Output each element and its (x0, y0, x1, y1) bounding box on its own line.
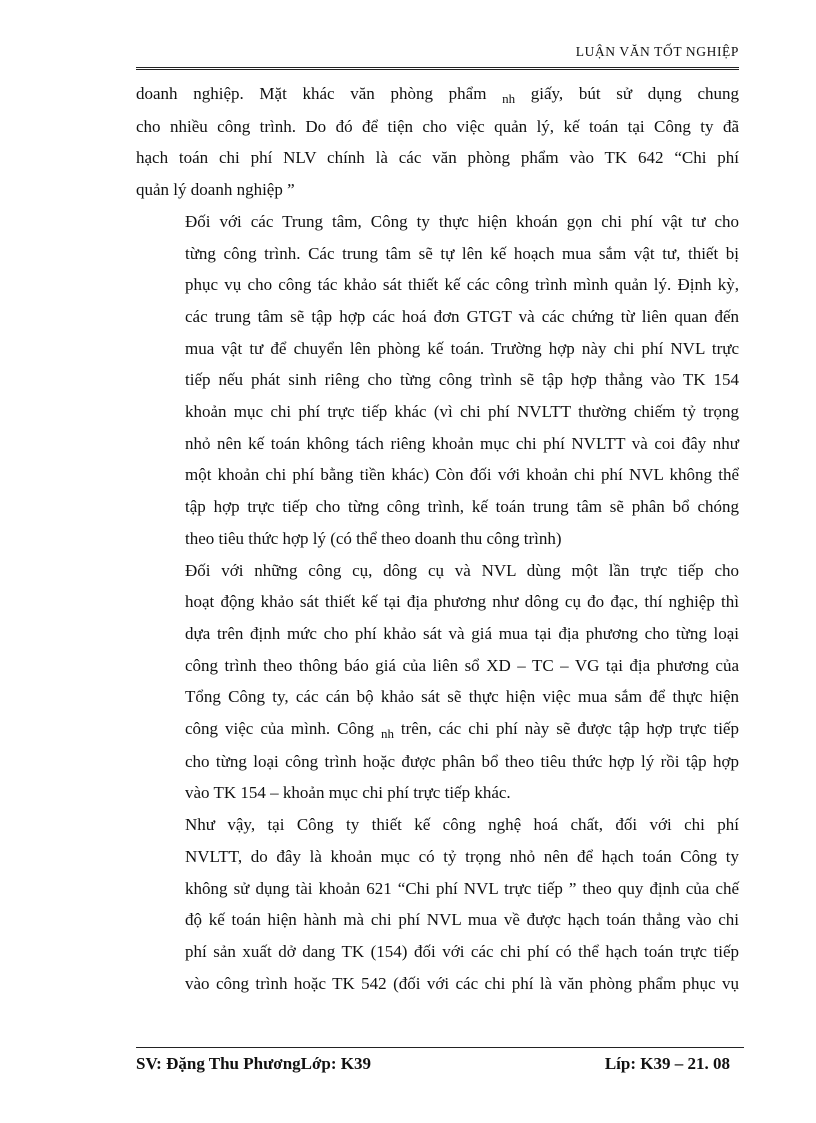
text-line: doanh nghiệp. Mặt khác văn phòng phẩm $_{nh}$ giấy, bút sử dụng chung (136, 84, 739, 106)
text-line: hạch toán chi phí NLV chính là các văn phòng phẩm vào TK 642 “Chi phí (136, 148, 739, 168)
text-line: Đối với những công cụ, dông cụ và NVL dùng một lần trực tiếp cho (185, 560, 739, 580)
text-line: tập hợp trực tiếp cho từng công trình, kế toán trung tâm sẽ phân bổ chóng (185, 497, 739, 517)
paragraph-1 (136, 78, 739, 206)
footer-student: SV: Đặng Thu PhươngLớp: K39 (136, 1054, 372, 1073)
text-line: cho từng loại công trình hoặc được phân bổ theo tiêu thức hợp lý rồi tập hợp (185, 751, 739, 771)
page-header: LUẬN VĂN TỐT NGHIỆP (575, 44, 739, 59)
text-line: mua vật tư để chuyển lên phòng kế toán. Trường hợp này chi phí NVL trực (185, 338, 739, 358)
text-line: dựa trên định mức cho phí khảo sát và giá mua tại địa phương cho từng loại (185, 623, 739, 643)
text-line: độ kế toán hiện hành mà chi phí NVL mua về được hạch toán thẳng vào chi (185, 910, 739, 930)
text-line: vào công trình hoặc TK 542 (đối với các chi phí là văn phòng phẩm phục vụ (185, 973, 739, 993)
paragraph-3 (136, 555, 739, 810)
text-line: các trung tâm sẽ tập hợp các hoá đơn GTGT và các chứng từ liên quan đến (185, 306, 739, 326)
text-line: vào TK 154 – khoản mục chi phí trực tiếp khác. (185, 783, 511, 803)
paragraph-4 (136, 809, 739, 999)
text-line: quản lý doanh nghiệp ” (136, 180, 295, 200)
text-line: NVLTT, do đây là khoản mục có tỷ trọng nhỏ nên để hạch toán Công ty (185, 846, 739, 866)
footer-class: Líp: K39 – 21. 08 (604, 1054, 730, 1073)
text-line: không sử dụng tài khoản 621 “Chi phí NVL trực tiếp ” theo quy định của chế (185, 878, 739, 898)
text-line: khoản mục chi phí trực tiếp khác (vì chi phí NVLTT thường chiếm tỷ trọng (185, 402, 739, 422)
text-line: nhỏ nên kế toán không tách riêng khoản mục chi phí NVLTT và coi đây như (185, 433, 739, 453)
footer-rule (136, 1047, 744, 1048)
text-line: phí sản xuất dở dang TK (154) đối với các chi phí có thể hạch toán trực tiếp (185, 941, 739, 961)
paragraph-2 (136, 206, 739, 555)
text-line: Tổng Công ty, các cán bộ khảo sát sẽ thực hiện việc mua sắm để thực hiện (185, 687, 739, 707)
page-body (136, 78, 739, 999)
text-line: Như vậy, tại Công ty thiết kế công nghệ hoá chất, đối với chi phí (185, 815, 739, 835)
text-line: hoạt động khảo sát thiết kế tại địa phương như dông cụ đo đạc, thí nghiệp thì (185, 592, 739, 612)
text-line: một khoản chi phí bằng tiền khác) Còn đối với khoản chi phí NVL không thể (185, 465, 739, 485)
text-line: phục vụ cho công tác khảo sát thiết kế các công trình mình quản lý. Định kỳ, (185, 275, 739, 295)
text-line: từng công trình. Các trung tâm sẽ tự lên kế hoạch mua sắm vật tư, thiết bị (185, 243, 739, 263)
text-line: cho nhiều công trình. Do đó để tiện cho việc quản lý, kế toán tại Công ty đã (136, 116, 739, 136)
lowered-fragment: nh (380, 726, 394, 742)
text-line: theo tiêu thức hợp lý (có thể theo doanh thu công trình) (185, 528, 562, 548)
text-line: công việc của mình. Công $_{nh}$ trên, các chi phí này sẽ được tập hợp trực tiếp (185, 719, 739, 742)
text-line: công trình theo thông báo giá của liên sổ XD – TC – VG tại địa phương của (185, 655, 739, 675)
text-line: tiếp nếu phát sinh riêng cho từng công trình sẽ tập hợp thẳng vào TK 154 (185, 370, 739, 390)
lowered-fragment: nh (502, 91, 516, 106)
header-rule (136, 67, 739, 70)
text-line: Đối với các Trung tâm, Công ty thực hiện khoán gọn chi phí vật tư cho (185, 211, 739, 231)
